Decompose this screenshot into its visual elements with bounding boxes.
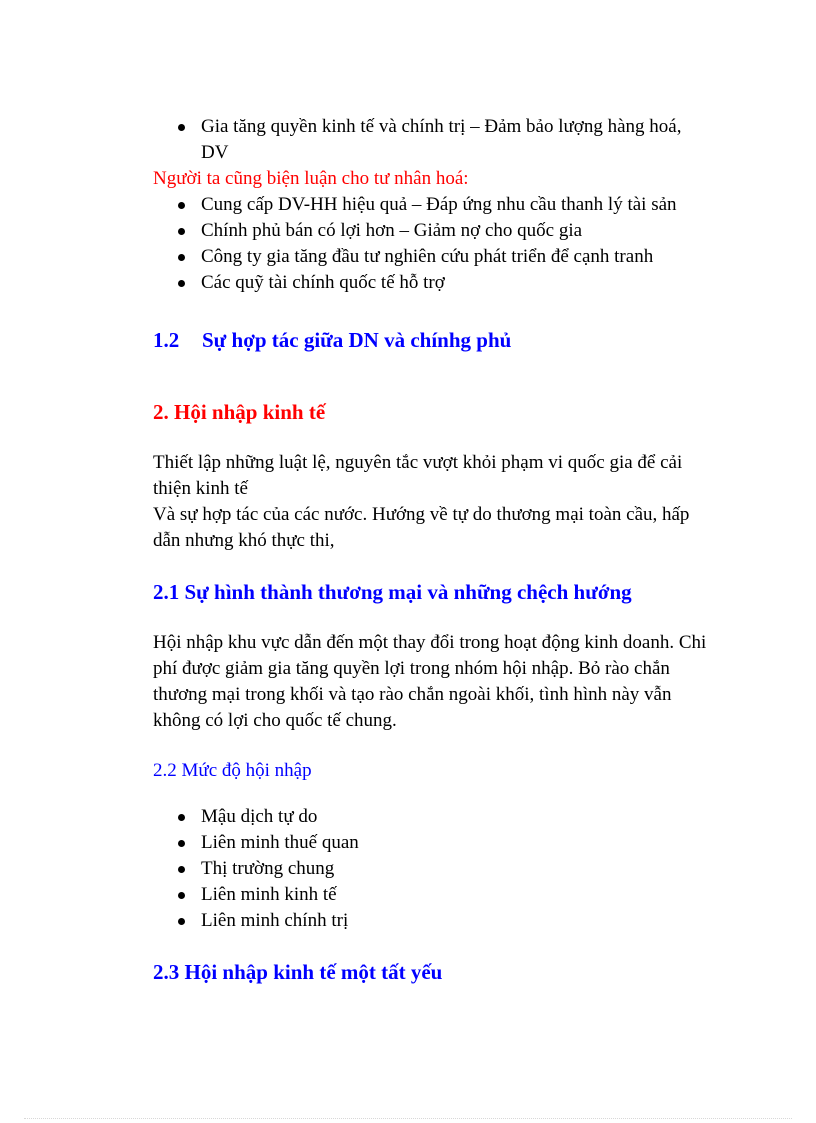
heading-2-1: 2.1 Sự hình thành thương mại và những chệch hướng <box>153 580 632 604</box>
list-item: Các quỹ tài chính quốc tế hỗ trợ <box>201 270 713 296</box>
heading-title: Sự hợp tác giữa DN và chínhg phủ <box>202 328 512 352</box>
heading-2-3: 2.3 Hội nhập kinh tế một tất yếu <box>153 960 443 984</box>
list-item: Liên minh thuế quan <box>201 830 713 856</box>
list-item: Cung cấp DV-HH hiệu quả – Đáp ứng nhu cầu thanh lý tài sản <box>201 192 713 218</box>
list-item: Liên minh kinh tế <box>201 882 713 908</box>
list-item: Thị trường chung <box>201 856 713 882</box>
integration-levels <box>153 804 713 934</box>
list-item: Liên minh chính trị <box>201 908 713 934</box>
privatization-intro: Người ta cũng biện luận cho tư nhân hoá: <box>153 168 469 189</box>
bullet-list-privatization <box>153 192 713 296</box>
list-item: Gia tăng quyền kinh tế và chính trị – Đảm bảo lượng hàng hoá, DV <box>201 114 713 166</box>
heading-number: 1.2 <box>153 328 180 352</box>
page-bottom-divider <box>24 1118 792 1119</box>
list-item: Mậu dịch tự do <box>201 804 713 830</box>
paragraph-2-1: Hội nhập khu vực dẫn đến một thay đổi trong hoạt động kinh doanh. Chi phí được giảm gia tăng quyền lợi trong nhóm hội nhập. Bỏ rào chắn thương mại trong khối và tạo rào chắn ngoài khối, tình hình này vẫn không có lợi cho quốc tế chung. <box>153 632 707 731</box>
paragraph-2-line1: Thiết lập những luật lệ, nguyên tắc vượt khỏi phạm vi quốc gia để cải thiện kinh tế <box>153 452 683 499</box>
heading-2: 2. Hội nhập kinh tế <box>153 400 326 424</box>
paragraph-2-line2: Và sự hợp tác của các nước. Hướng về tự do thương mại toàn cầu, hấp dẫn nhưng khó thực thi, <box>153 504 690 551</box>
bullet-list-rights <box>153 114 713 166</box>
list-item: Công ty gia tăng đầu tư nghiên cứu phát triển để cạnh tranh <box>201 244 713 270</box>
list-item: Chính phủ bán có lợi hơn – Giảm nợ cho quốc gia <box>201 218 713 244</box>
section-1-content <box>153 114 713 296</box>
bullet-list-integration-levels <box>153 804 713 934</box>
heading-2-2: 2.2 Mức độ hội nhập <box>153 760 312 781</box>
heading-1-2 <box>153 326 511 354</box>
